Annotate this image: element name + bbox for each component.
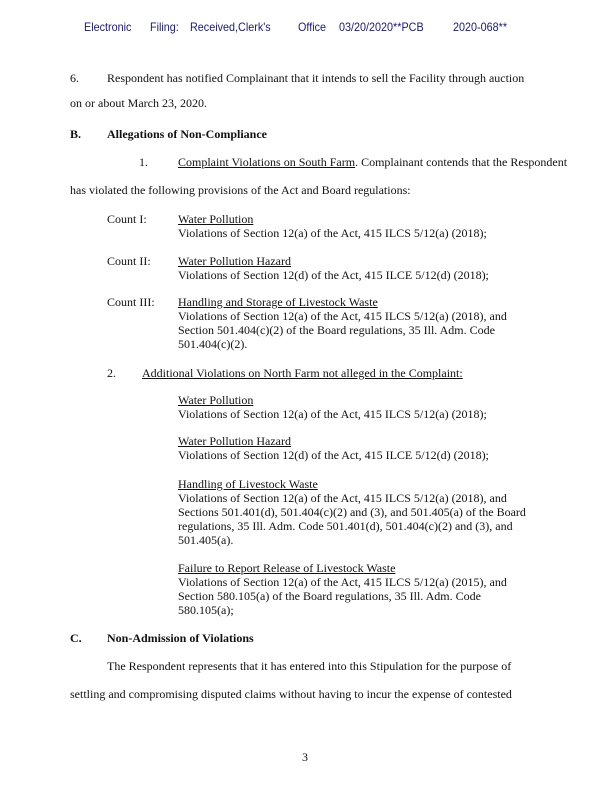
- item-text: has violated the following provisions of the Act and Board regulations:: [70, 183, 411, 197]
- violation-line: Sections 501.401(d), 501.404(c)(2) and (3), and 501.405(a) of the Board: [178, 505, 526, 519]
- violation-block: [178, 212, 487, 240]
- para-text: Respondent has notified Complainant that it intends to sell the Facility through auction: [107, 71, 525, 85]
- violation-line: 501.404(c)(2).: [178, 337, 248, 351]
- violation-block: [178, 477, 526, 547]
- violation-title: Water Pollution: [178, 393, 254, 407]
- header-part: Office: [298, 20, 327, 34]
- violation-title: Handling of Livestock Waste: [178, 477, 318, 491]
- violation-block: [178, 434, 489, 462]
- violation-line: Violations of Section 12(d) of the Act, 415 ILCE 5/12(d) (2018);: [178, 268, 489, 282]
- header-part: Received,Clerk's: [190, 20, 271, 34]
- header-part: Filing:: [150, 20, 179, 34]
- violation-line: Violations of Section 12(a) of the Act, 415 ILCS 5/12(a) (2018);: [178, 407, 487, 421]
- violation-line: Section 501.404(c)(2) of the Board regulations, 35 Ill. Adm. Code: [178, 323, 495, 337]
- item-body: . Complainant contends that the Respondent: [355, 155, 568, 169]
- violation-line: Violations of Section 12(a) of the Act, 415 ILCS 5/12(a) (2018), and: [178, 491, 507, 505]
- violation-line: 580.105(a);: [178, 603, 234, 617]
- violation-block: [178, 393, 487, 421]
- violation-line: Violations of Section 12(a) of the Act, 415 ILCS 5/12(a) (2015), and: [178, 575, 507, 589]
- item-text: [178, 155, 567, 169]
- section-letter: B.: [70, 127, 82, 141]
- violation-block: [178, 561, 507, 617]
- item-title: Additional Violations on North Farm not alleged in the Complaint:: [142, 366, 463, 380]
- section-heading: Allegations of Non-Compliance: [107, 127, 267, 141]
- violation-title: Water Pollution: [178, 212, 254, 226]
- violation-line: Violations of Section 12(a) of the Act, 415 ILCS 5/12(a) (2018);: [178, 226, 487, 240]
- item-title: Complaint Violations on South Farm: [178, 155, 356, 169]
- count-label: Count I:: [107, 212, 147, 226]
- para-text: The Respondent represents that it has entered into this Stipulation for the purpose of: [107, 659, 512, 673]
- item-number: 1.: [139, 155, 148, 169]
- header-part: Electronic: [84, 20, 132, 34]
- violation-title: Water Pollution Hazard: [178, 254, 291, 268]
- violation-line: Violations of Section 12(d) of the Act, 415 ILCE 5/12(d) (2018);: [178, 448, 489, 462]
- header-part: 03/20/2020**PCB: [339, 20, 424, 34]
- violation-title: Failure to Report Release of Livestock Waste: [178, 561, 396, 575]
- page-number: 3: [302, 750, 308, 764]
- violation-title: Water Pollution Hazard: [178, 434, 291, 448]
- violation-line: 501.405(a).: [178, 533, 234, 547]
- count-label: Count II:: [107, 254, 151, 268]
- violation-title: Handling and Storage of Livestock Waste: [178, 295, 378, 309]
- header-part: 2020-068**: [453, 20, 508, 34]
- para-number: 6.: [70, 71, 79, 85]
- para-text: on or about March 23, 2020.: [70, 96, 207, 110]
- violation-line: Section 580.105(a) of the Board regulations, 35 Ill. Adm. Code: [178, 589, 481, 603]
- violation-block: [178, 254, 489, 282]
- violation-line: Violations of Section 12(a) of the Act, 415 ILCS 5/12(a) (2018), and: [178, 309, 507, 323]
- item-number: 2.: [107, 366, 116, 380]
- section-heading: Non-Admission of Violations: [107, 631, 254, 645]
- violation-line: regulations, 35 Ill. Adm. Code 501.401(d), 501.404(c)(2) and (3), and: [178, 519, 513, 533]
- count-label: Count III:: [107, 295, 155, 309]
- violation-block: [178, 295, 507, 351]
- section-letter: C.: [70, 631, 82, 645]
- para-text: settling and compromising disputed claims without having to incur the expense of contested: [70, 687, 512, 701]
